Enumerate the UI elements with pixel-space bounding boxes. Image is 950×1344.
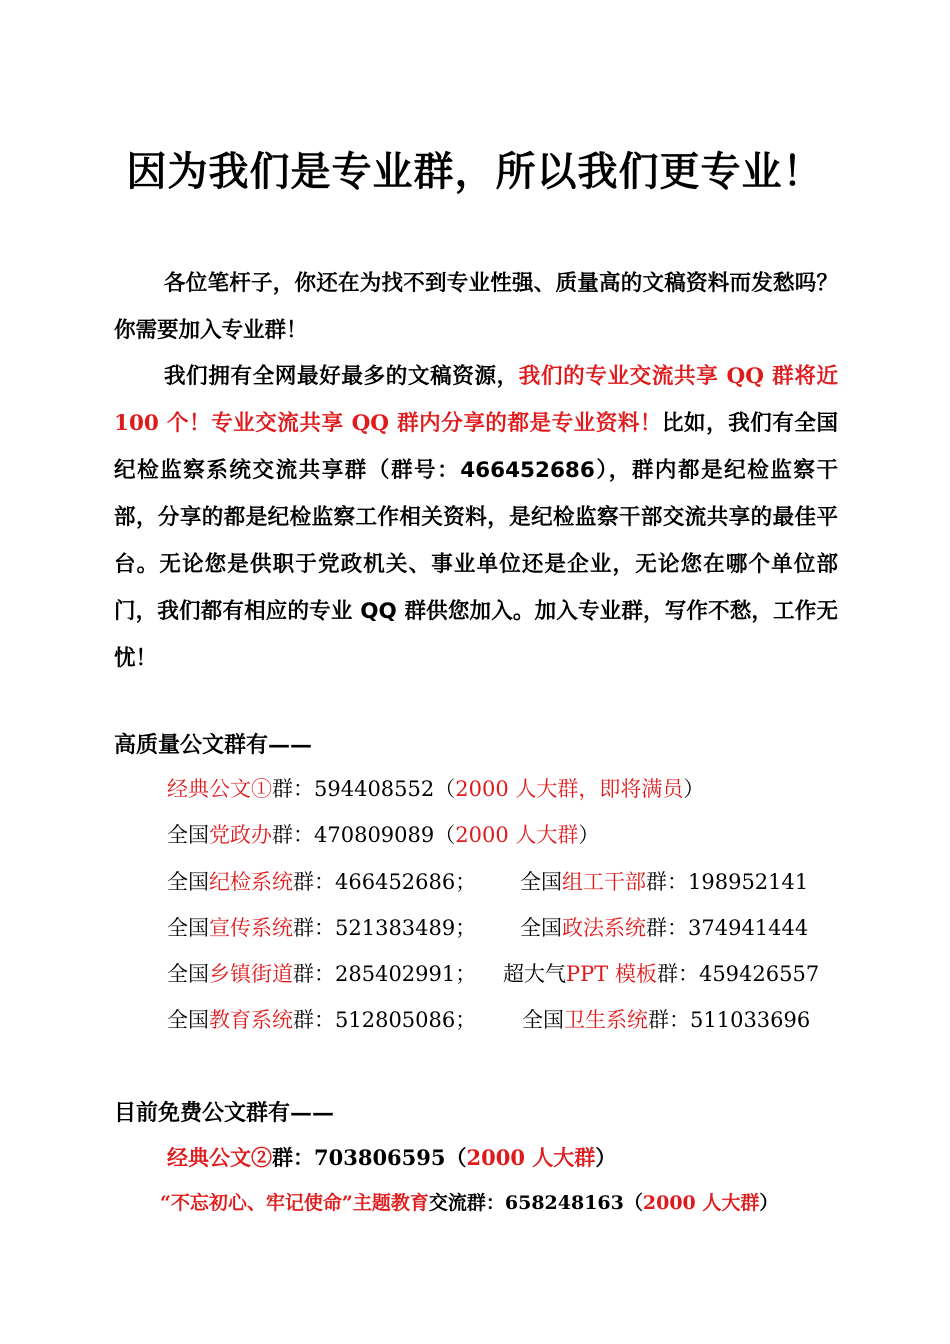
intro-paragraph-1: 各位笔杆子，你还在为找不到专业性强、质量高的文稿资料而发愁吗？你需要加入专业群！ (114, 271, 838, 343)
paid-groups-heading: 高质量公文群有—— (114, 732, 313, 758)
group-name: 党政办 (209, 823, 272, 847)
group-prefix: 全国 (167, 962, 209, 986)
group-name: 经典公文② (167, 1145, 272, 1170)
group-number: 466452686 (335, 870, 456, 894)
group-suffix: 群： (272, 1145, 314, 1170)
group-suffix: 群： (646, 870, 688, 894)
separator: ； (455, 962, 477, 986)
group-note: 2000 人大群 (455, 823, 579, 847)
group-number: 511033696 (690, 1008, 811, 1032)
group-suffix: 群： (272, 777, 314, 801)
group-number: 459426557 (698, 962, 820, 986)
group-row-3-right (503, 958, 819, 988)
paren-open: （ (623, 1192, 643, 1214)
group-number: 285402991 (335, 962, 456, 986)
group-number: 658248163 (504, 1192, 624, 1214)
paren-close: ） (759, 1192, 779, 1214)
intro-paragraph-2 (114, 353, 838, 682)
group-row-1-right (520, 866, 808, 896)
group-suffix: 群： (293, 1008, 335, 1032)
group-row-4-left (167, 1004, 476, 1034)
group-row-2-right (520, 912, 808, 942)
group-number: 521383489 (335, 916, 456, 940)
group-name: 经典公文① (167, 777, 272, 801)
paren-open: （ (445, 1145, 467, 1170)
separator: ； (455, 916, 477, 940)
group-number: 512805086 (335, 1008, 456, 1032)
intro-text-2: 比如，我们有全国纪检监察系统交流共享群（群号：466452686），群内都是纪检监察干部，分享的都是纪检监察工作相关资料，是纪检监察干部交流共享的最佳平台。无论您是供职于党政机关、事业单位还是企业，无论您在哪个单位部门，我们都有相应的专业 QQ 群供您加入。加入专业群，写作不愁，工作无忧！ (114, 411, 838, 671)
office-group (167, 819, 599, 849)
group-suffix: 群： (656, 962, 699, 986)
paren-open: （ (434, 823, 456, 847)
group-name: 卫生系统 (564, 1008, 648, 1032)
group-row-2-left (167, 912, 476, 942)
group-prefix: 全国 (167, 916, 209, 940)
group-name: 政法系统 (562, 916, 646, 940)
group-name: 宣传系统 (209, 916, 293, 940)
classic-group-1 (167, 773, 704, 803)
group-suffix: 群： (293, 916, 335, 940)
group-prefix: 全国 (520, 870, 562, 894)
group-name: “不忘初心、牢记使命”主题教育 (160, 1192, 429, 1214)
group-suffix: 群： (272, 823, 314, 847)
group-prefix: 全国 (522, 1008, 564, 1032)
group-prefix: 超大气 (503, 962, 566, 986)
group-note: 2000 人大群 (642, 1192, 760, 1214)
theme-education-group (160, 1188, 778, 1215)
intro-highlight: 我们的专业交流共享 QQ 群将近 100 个！专业交流共享 QQ 群内分享的都是专业资料！ (114, 364, 838, 436)
intro-text-1: 我们拥有全网最好最多的文稿资源， (164, 364, 519, 389)
group-suffix: 群： (293, 962, 335, 986)
group-row-3-left (167, 958, 476, 988)
group-prefix: 全国 (167, 1008, 209, 1032)
group-suffix: 群： (648, 1008, 690, 1032)
group-prefix: 全国 (520, 916, 562, 940)
group-number: 470809089 (314, 823, 435, 847)
group-name: PPT 模板 (566, 962, 657, 986)
page-title: 因为我们是专业群，所以我们更专业！ (126, 149, 824, 195)
group-suffix: 群： (646, 916, 688, 940)
free-groups-heading: 目前免费公文群有—— (114, 1100, 335, 1126)
paren-close: ） (578, 823, 600, 847)
separator: ； (455, 870, 477, 894)
group-suffix: 群： (293, 870, 335, 894)
classic-group-2 (167, 1142, 616, 1172)
group-prefix: 全国 (167, 870, 209, 894)
group-number: 374941444 (688, 916, 809, 940)
group-name: 乡镇街道 (209, 962, 293, 986)
group-prefix: 全国 (167, 823, 209, 847)
group-name: 组工干部 (562, 870, 646, 894)
group-name: 教育系统 (209, 1008, 293, 1032)
group-number: 703806595 (314, 1145, 446, 1170)
paren-close: ） (595, 1145, 617, 1170)
group-row-4-right (522, 1004, 810, 1034)
group-suffix: 交流群： (428, 1192, 505, 1214)
group-row-1-left (167, 866, 476, 896)
group-note: 2000 人大群 (466, 1145, 596, 1170)
group-number: 198952141 (688, 870, 809, 894)
paren-open: （ (434, 777, 456, 801)
separator: ； (455, 1008, 477, 1032)
group-number: 594408552 (314, 777, 435, 801)
paren-close: ） (683, 777, 705, 801)
group-note: 2000 人大群，即将满员 (455, 777, 684, 801)
group-name: 纪检系统 (209, 870, 293, 894)
